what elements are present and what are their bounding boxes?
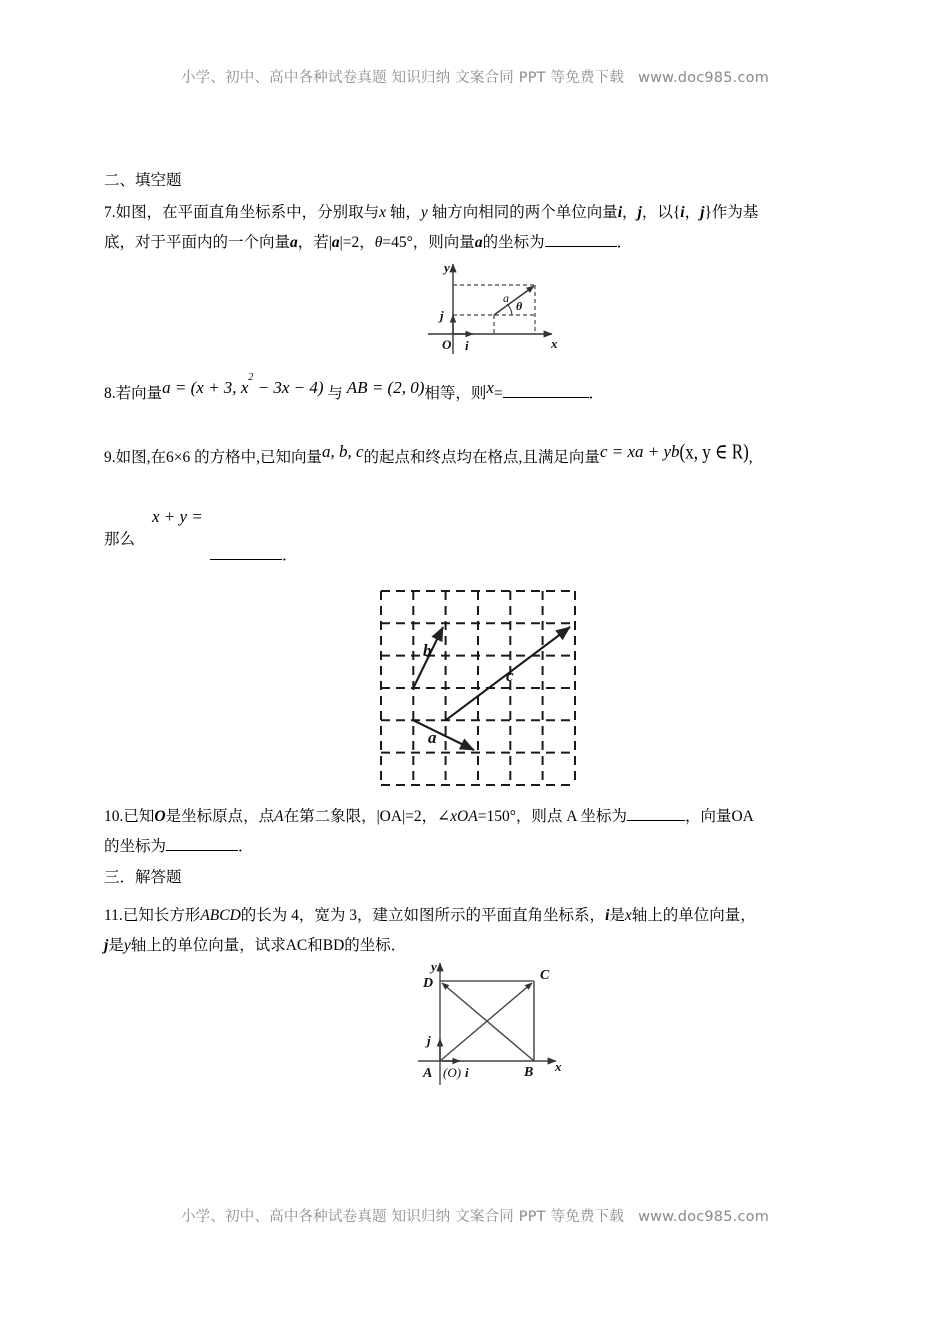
- figure-q7-svg: [420, 258, 570, 358]
- label-x-axis: x: [551, 336, 558, 351]
- q8-math-x: x: [486, 378, 494, 397]
- q9-line2-prefix: 那么: [104, 531, 136, 548]
- label-x-axis: x: [555, 1059, 562, 1074]
- figure-q9: [373, 583, 583, 798]
- question-10-line-2: 的坐标为 ．: [104, 838, 254, 856]
- grid-lines: [381, 591, 575, 785]
- vector-a-arrow: [413, 720, 474, 750]
- label-unit-i: i: [465, 338, 469, 353]
- q7-answer-blank[interactable]: [545, 246, 617, 247]
- label-y-axis: y: [431, 959, 437, 974]
- watermark-url: www.doc985.com: [638, 70, 770, 86]
- q9-math-abc: a, b, c: [322, 442, 364, 461]
- q9-number: 9.: [104, 449, 116, 466]
- q8-math-vector-a: a = (x + 3, $x^2 - 3x - 4$): [162, 371, 324, 397]
- watermark-text-footer: 小学、初中、高中各种试卷真题 知识归纳 文案合同 PPT 等免费下载: [180, 1209, 625, 1225]
- figure-q9-svg: [373, 583, 583, 793]
- question-11: [104, 901, 856, 961]
- label-vertex-D: D: [423, 976, 434, 991]
- q8-answer-blank[interactable]: [503, 397, 589, 398]
- q11-number: 11.: [104, 907, 123, 924]
- figure-q7: [420, 258, 570, 363]
- q10-answer-blank-vector[interactable]: [166, 850, 238, 851]
- vector-a-arrow: [494, 286, 534, 315]
- footer-watermark: [0, 1205, 950, 1226]
- label-vertex-B: B: [524, 1065, 534, 1080]
- diagonal-AC-arrow: [440, 983, 532, 1061]
- q8-number: 8.: [104, 385, 116, 402]
- label-unit-i: i: [465, 1065, 469, 1080]
- q9-math-c-equation: c = xa + yb(x, y ∈ R): [599, 439, 749, 464]
- angle-arc: [507, 304, 512, 315]
- q9-math-x-plus-y: x + y =: [152, 507, 203, 526]
- label-vector-a: a: [503, 291, 509, 305]
- q10-answer-blank-point[interactable]: [627, 820, 685, 821]
- q9-answer-blank[interactable]: ．: [210, 541, 298, 571]
- header-watermark: [0, 66, 950, 87]
- question-7: [104, 198, 856, 258]
- figure-q11-svg: [412, 957, 572, 1097]
- question-7-line-1: 7.如图，在平面直角坐标系中，分别取与x 轴，y 轴方向相同的两个单位向量i，j，以{i，j}作为基: [104, 204, 759, 221]
- label-y-axis: y: [444, 260, 450, 275]
- label-origin: (O): [443, 1065, 462, 1080]
- section-heading-solution: 三．解答题: [104, 869, 182, 886]
- label-unit-j: j: [427, 1033, 431, 1048]
- label-angle-theta: θ: [516, 299, 523, 313]
- watermark-text: 小学、初中、高中各种试卷真题 知识归纳 文案合同 PPT 等免费下载: [180, 70, 625, 86]
- q8-math-vector-ab: AB = (2, 0): [346, 378, 425, 397]
- question-11-line-2: j是y轴上的单位向量，试求AC和BD的坐标．: [104, 937, 407, 955]
- q7-number: 7.: [104, 204, 116, 221]
- question-9-line-1: 9.如图,在6×6 的方格中,已知向量a, b, c的起点和终点均在格点,且满足向量c = xa + yb(x, y ∈ R),: [104, 439, 753, 466]
- question-10-line-1: 10.已知O是坐标原点，点A在第二象限，|OA|=2，∠xOA=150°，则点 A 坐标为 ，向量OA: [104, 808, 754, 825]
- question-10: [104, 802, 856, 862]
- question-9: [104, 440, 856, 473]
- label-vector-c: c: [506, 666, 514, 685]
- diagonal-BD-arrow: [442, 983, 534, 1061]
- question-11-line-1: 11.已知长方形ABCD的长为 4，宽为 3，建立如图所示的平面直角坐标系，i是x轴上的单位向量，: [104, 907, 756, 924]
- question-8: [104, 371, 856, 409]
- question-8-line: 8.若向量a = (x + 3, $x^2 - 3x - 4$) 与 AB = (2, 0)相等，则x= ．: [104, 371, 605, 402]
- label-vertex-C: C: [540, 968, 550, 983]
- watermark-url-footer: www.doc985.com: [638, 1209, 770, 1225]
- figure-q11: [412, 957, 572, 1102]
- label-vertex-A: A: [423, 1066, 433, 1081]
- label-vector-a: a: [428, 728, 437, 747]
- question-7-line-2: 底，对于平面内的一个向量a，若|a|=2，θ=45°，则向量a的坐标为 ．: [104, 234, 633, 252]
- q10-number: 10.: [104, 808, 124, 825]
- section-heading-fill-in-blank: 二、填空题: [104, 172, 182, 189]
- label-unit-j: j: [440, 308, 444, 323]
- label-vector-b: b: [423, 641, 432, 660]
- label-origin: O: [442, 337, 452, 352]
